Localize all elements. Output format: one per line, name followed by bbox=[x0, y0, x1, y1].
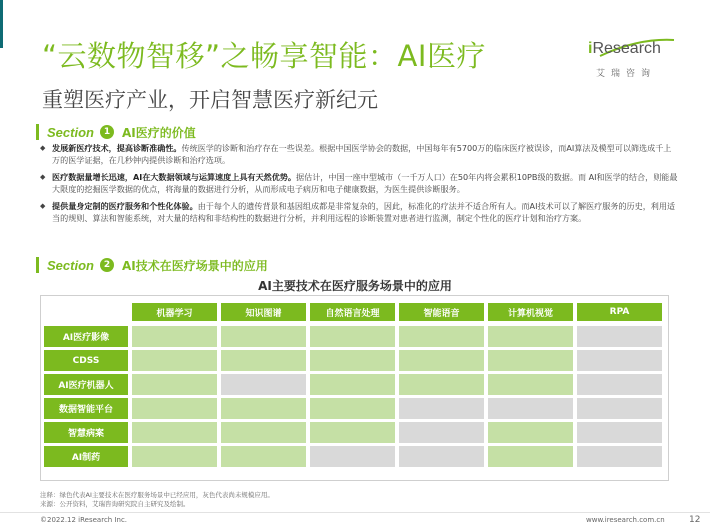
section-word: Section bbox=[47, 124, 94, 140]
matrix-column-header: 自然语言处理 bbox=[310, 303, 395, 321]
matrix-cell-applied bbox=[488, 350, 573, 371]
matrix-cell-not-applied bbox=[577, 374, 662, 395]
section-bar bbox=[36, 257, 39, 273]
matrix-cell-applied bbox=[132, 422, 217, 443]
section-bar bbox=[36, 124, 39, 140]
matrix-row-label: 智慧病案 bbox=[44, 422, 128, 443]
matrix-cell-not-applied bbox=[577, 350, 662, 371]
matrix-cell-applied bbox=[221, 350, 306, 371]
matrix-cell-not-applied bbox=[577, 422, 662, 443]
section-number-badge: 2 bbox=[100, 258, 114, 272]
footer-divider bbox=[0, 512, 710, 513]
matrix-row-label: AI制药 bbox=[44, 446, 128, 467]
matrix-caption: AI主要技术在医疗服务场景中的应用 bbox=[258, 279, 452, 293]
left-accent-bar bbox=[0, 0, 3, 48]
matrix-cell-not-applied bbox=[310, 446, 395, 467]
matrix-cell-not-applied bbox=[577, 446, 662, 467]
page-subtitle: 重塑医疗产业，开启智慧医疗新纪元 bbox=[42, 88, 378, 112]
matrix-cell-applied bbox=[399, 350, 484, 371]
page-number: 12 bbox=[689, 515, 701, 525]
matrix-cell-applied bbox=[310, 350, 395, 371]
matrix-cell-applied bbox=[399, 374, 484, 395]
matrix-cell-not-applied bbox=[399, 422, 484, 443]
diamond-bullet-icon: ◆ bbox=[40, 173, 46, 182]
matrix-column-header: 智能语音 bbox=[399, 303, 484, 321]
matrix-column-header: 机器学习 bbox=[132, 303, 217, 321]
matrix-cell-applied bbox=[221, 326, 306, 347]
bullet-item: ◆ 医疗数据量增长迅速，AI在大数据领域与运算速度上具有天然优势。据估计，中国一座中型城市（一千万人口）在50年内将会累积10PB级的数据。而 AI和医学的结合，则能最大限度的挖掘医学数据的优点，将海量的数据进行分析，从而形成电子病历和电子健康数据，为医生提供诊断服务。 bbox=[40, 172, 678, 194]
matrix-cell-not-applied bbox=[399, 446, 484, 467]
matrix-cell-applied bbox=[488, 326, 573, 347]
bullet-item: ◆ 发展新医疗技术，提高诊断准确性。传统医学的诊断和治疗存在一些误差。根据中国医学协会的数据，中国每年有5700万的临床医疗被误诊，而AI算法及模型可以筛选成千上万的医学证据，在几秒钟内提供诊断和治疗选项。 bbox=[40, 143, 672, 165]
section-number-badge: 1 bbox=[100, 125, 114, 139]
matrix-column-header: RPA bbox=[577, 303, 662, 321]
section-1-header bbox=[36, 123, 196, 141]
section-2-header bbox=[36, 256, 268, 274]
matrix-cell-applied bbox=[488, 446, 573, 467]
page-title: “云数物智移”之畅享智能：AI医疗 bbox=[42, 39, 486, 73]
logo-wordmark: iResearch bbox=[588, 40, 661, 57]
iresearch-logo bbox=[588, 36, 676, 82]
matrix-cell-not-applied bbox=[488, 398, 573, 419]
matrix-cell-applied bbox=[221, 398, 306, 419]
matrix-cell-applied bbox=[221, 446, 306, 467]
matrix-cell-applied bbox=[488, 374, 573, 395]
matrix-row-label: AI医疗影像 bbox=[44, 326, 128, 347]
matrix-column-header: 计算机视觉 bbox=[488, 303, 573, 321]
matrix-cell-applied bbox=[132, 374, 217, 395]
footer-copyright: ©2022.12 iResearch Inc. bbox=[40, 516, 128, 524]
matrix-column-header: 知识图谱 bbox=[221, 303, 306, 321]
matrix-cell-applied bbox=[221, 422, 306, 443]
matrix-cell-applied bbox=[310, 326, 395, 347]
logo-chinese-name: 艾瑞咨询 bbox=[596, 69, 657, 79]
matrix-cell-not-applied bbox=[399, 398, 484, 419]
section-title: AI技术在医疗场景中的应用 bbox=[121, 258, 268, 273]
matrix-cell-not-applied bbox=[577, 398, 662, 419]
value-bullet-list bbox=[38, 143, 678, 231]
matrix-cell-not-applied bbox=[221, 374, 306, 395]
matrix-row-label: AI医疗机器人 bbox=[44, 374, 128, 395]
section-word: Section bbox=[47, 257, 94, 273]
matrix-cell-applied bbox=[132, 350, 217, 371]
matrix-row-label: CDSS bbox=[44, 350, 128, 371]
bullet-item: ◆ 提供量身定制的医疗服务和个性化体验。由于每个人的遗传背景和基因组成都是非常复杂的，因此，标准化的疗法并不适合所有人。而AI技术可以了解医疗服务的历史，利用适当的规则、算法和智能系统，对大量的结构和非结构性的数据进行分析，并利用远程的诊断装置对患者进行监测，制定个性化的医疗计划和治疗方案。 bbox=[40, 201, 676, 223]
footnote-note: 注释：绿色代表AI主要技术在医疗服务场景中已经应用，灰色代表尚未规模应用。 bbox=[40, 491, 274, 499]
matrix-cell-applied bbox=[310, 422, 395, 443]
matrix-cell-applied bbox=[132, 446, 217, 467]
footnote bbox=[40, 491, 274, 509]
matrix-cell-not-applied bbox=[577, 326, 662, 347]
matrix-row-label: 数据智能平台 bbox=[44, 398, 128, 419]
footer-url[interactable]: www.iresearch.com.cn bbox=[586, 516, 665, 524]
matrix-cell-applied bbox=[310, 374, 395, 395]
diamond-bullet-icon: ◆ bbox=[40, 144, 46, 152]
diamond-bullet-icon: ◆ bbox=[40, 202, 46, 211]
matrix-cell-applied bbox=[310, 398, 395, 419]
matrix-cell-applied bbox=[132, 398, 217, 419]
footnote-source: 来源：公开资料，艾瑞咨询研究院自主研究及绘制。 bbox=[40, 500, 190, 508]
matrix-cell-applied bbox=[399, 326, 484, 347]
section-title: AI医疗的价值 bbox=[121, 125, 196, 140]
matrix-cell-applied bbox=[488, 422, 573, 443]
matrix-cell-applied bbox=[132, 326, 217, 347]
